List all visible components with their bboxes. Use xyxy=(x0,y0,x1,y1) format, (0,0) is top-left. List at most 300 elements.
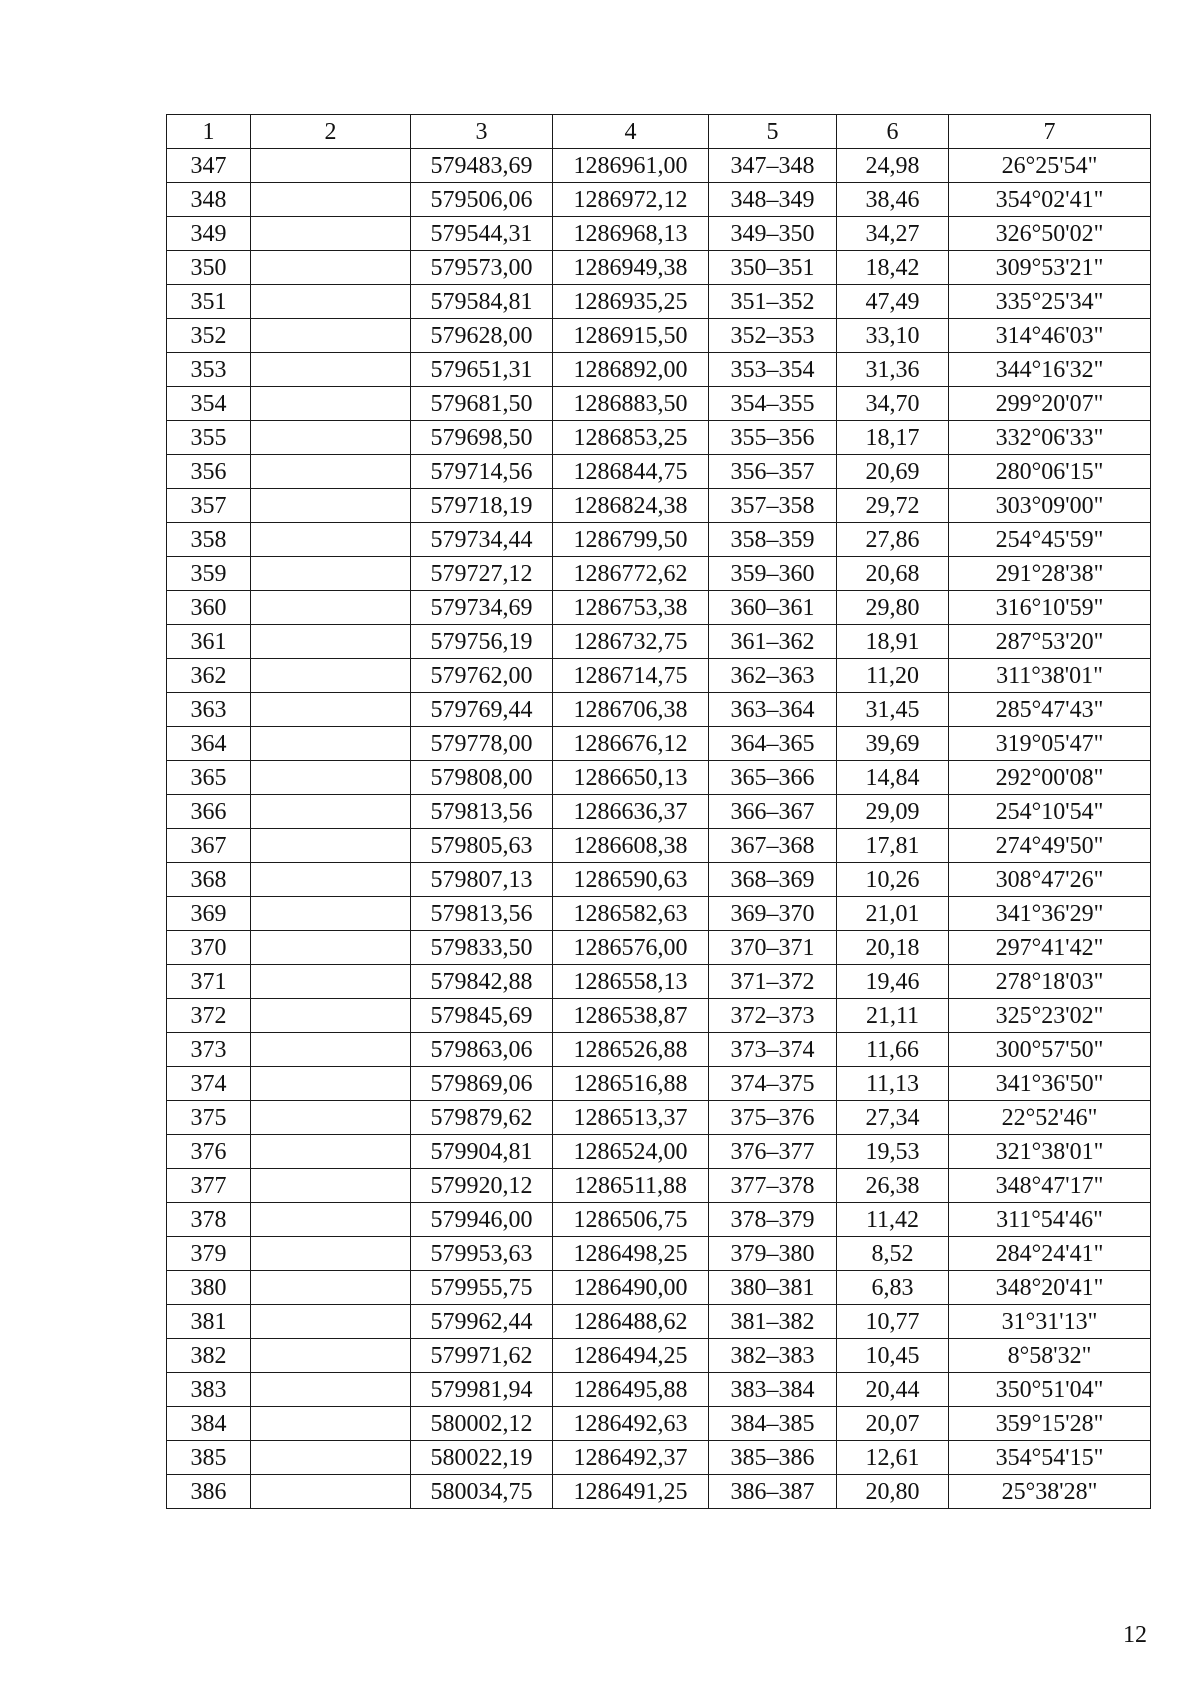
distance-cell: 31,36 xyxy=(837,353,949,387)
coord-y-cell: 1286516,88 xyxy=(553,1067,709,1101)
bearing-cell: 22°52'46" xyxy=(949,1101,1151,1135)
coord-y-cell: 1286961,00 xyxy=(553,149,709,183)
table-row xyxy=(167,863,1151,897)
bearing-cell: 287°53'20" xyxy=(949,625,1151,659)
distance-cell: 31,45 xyxy=(837,693,949,727)
distance-cell: 11,20 xyxy=(837,659,949,693)
distance-cell: 38,46 xyxy=(837,183,949,217)
distance-cell: 20,44 xyxy=(837,1373,949,1407)
table-row xyxy=(167,149,1151,183)
distance-cell: 20,80 xyxy=(837,1475,949,1509)
coord-y-cell: 1286526,88 xyxy=(553,1033,709,1067)
coord-y-cell: 1286799,50 xyxy=(553,523,709,557)
point-label-cell xyxy=(251,183,411,217)
point-number-cell: 365 xyxy=(167,761,251,795)
segment-cell: 382–383 xyxy=(709,1339,837,1373)
distance-cell: 17,81 xyxy=(837,829,949,863)
point-number-cell: 362 xyxy=(167,659,251,693)
segment-cell: 363–364 xyxy=(709,693,837,727)
coord-x-cell: 579584,81 xyxy=(411,285,553,319)
bearing-cell: 300°57'50" xyxy=(949,1033,1151,1067)
segment-cell: 353–354 xyxy=(709,353,837,387)
table-row xyxy=(167,999,1151,1033)
point-number-cell: 368 xyxy=(167,863,251,897)
distance-cell: 33,10 xyxy=(837,319,949,353)
distance-cell: 39,69 xyxy=(837,727,949,761)
coord-x-cell: 579628,00 xyxy=(411,319,553,353)
coord-x-cell: 579762,00 xyxy=(411,659,553,693)
coord-y-cell: 1286824,38 xyxy=(553,489,709,523)
distance-cell: 18,42 xyxy=(837,251,949,285)
table-row xyxy=(167,183,1151,217)
table-row xyxy=(167,1203,1151,1237)
table-row xyxy=(167,1373,1151,1407)
segment-cell: 374–375 xyxy=(709,1067,837,1101)
segment-cell: 381–382 xyxy=(709,1305,837,1339)
coord-y-cell: 1286492,37 xyxy=(553,1441,709,1475)
bearing-cell: 316°10'59" xyxy=(949,591,1151,625)
segment-cell: 378–379 xyxy=(709,1203,837,1237)
coord-y-cell: 1286972,12 xyxy=(553,183,709,217)
coord-y-cell: 1286490,00 xyxy=(553,1271,709,1305)
coord-x-cell: 579807,13 xyxy=(411,863,553,897)
coord-y-cell: 1286892,00 xyxy=(553,353,709,387)
segment-cell: 367–368 xyxy=(709,829,837,863)
point-label-cell xyxy=(251,965,411,999)
coord-y-cell: 1286915,50 xyxy=(553,319,709,353)
distance-cell: 24,98 xyxy=(837,149,949,183)
point-number-cell: 349 xyxy=(167,217,251,251)
bearing-cell: 341°36'29" xyxy=(949,897,1151,931)
coord-x-cell: 579769,44 xyxy=(411,693,553,727)
bearing-cell: 254°45'59" xyxy=(949,523,1151,557)
point-label-cell xyxy=(251,455,411,489)
point-number-cell: 353 xyxy=(167,353,251,387)
coord-x-cell: 579681,50 xyxy=(411,387,553,421)
table-row xyxy=(167,659,1151,693)
bearing-cell: 285°47'43" xyxy=(949,693,1151,727)
segment-cell: 377–378 xyxy=(709,1169,837,1203)
coord-x-cell: 579842,88 xyxy=(411,965,553,999)
distance-cell: 11,42 xyxy=(837,1203,949,1237)
coord-x-cell: 579813,56 xyxy=(411,897,553,931)
point-number-cell: 355 xyxy=(167,421,251,455)
table-row xyxy=(167,897,1151,931)
segment-cell: 386–387 xyxy=(709,1475,837,1509)
coord-y-cell: 1286494,25 xyxy=(553,1339,709,1373)
coord-y-cell: 1286935,25 xyxy=(553,285,709,319)
point-label-cell xyxy=(251,931,411,965)
bearing-cell: 25°38'28" xyxy=(949,1475,1151,1509)
point-number-cell: 379 xyxy=(167,1237,251,1271)
point-label-cell xyxy=(251,693,411,727)
bearing-cell: 278°18'03" xyxy=(949,965,1151,999)
bearing-cell: 354°54'15" xyxy=(949,1441,1151,1475)
segment-cell: 385–386 xyxy=(709,1441,837,1475)
coord-x-cell: 579698,50 xyxy=(411,421,553,455)
bearing-cell: 31°31'13" xyxy=(949,1305,1151,1339)
bearing-cell: 274°49'50" xyxy=(949,829,1151,863)
coord-y-cell: 1286498,25 xyxy=(553,1237,709,1271)
point-number-cell: 378 xyxy=(167,1203,251,1237)
table-row xyxy=(167,1033,1151,1067)
coord-x-cell: 579962,44 xyxy=(411,1305,553,1339)
bearing-cell: 311°38'01" xyxy=(949,659,1151,693)
segment-cell: 362–363 xyxy=(709,659,837,693)
point-label-cell xyxy=(251,1339,411,1373)
distance-cell: 20,69 xyxy=(837,455,949,489)
coord-x-cell: 579714,56 xyxy=(411,455,553,489)
point-label-cell xyxy=(251,591,411,625)
point-label-cell xyxy=(251,251,411,285)
segment-cell: 357–358 xyxy=(709,489,837,523)
table-row xyxy=(167,727,1151,761)
bearing-cell: 309°53'21" xyxy=(949,251,1151,285)
segment-cell: 371–372 xyxy=(709,965,837,999)
coordinates-table xyxy=(166,114,1151,1509)
bearing-cell: 326°50'02" xyxy=(949,217,1151,251)
coord-y-cell: 1286582,63 xyxy=(553,897,709,931)
coord-x-cell: 579727,12 xyxy=(411,557,553,591)
segment-cell: 361–362 xyxy=(709,625,837,659)
point-number-cell: 354 xyxy=(167,387,251,421)
bearing-cell: 254°10'54" xyxy=(949,795,1151,829)
point-number-cell: 347 xyxy=(167,149,251,183)
segment-cell: 376–377 xyxy=(709,1135,837,1169)
coord-x-cell: 579813,56 xyxy=(411,795,553,829)
coord-y-cell: 1286576,00 xyxy=(553,931,709,965)
table-row xyxy=(167,489,1151,523)
distance-cell: 26,38 xyxy=(837,1169,949,1203)
distance-cell: 10,77 xyxy=(837,1305,949,1339)
coord-x-cell: 579955,75 xyxy=(411,1271,553,1305)
point-number-cell: 348 xyxy=(167,183,251,217)
distance-cell: 29,80 xyxy=(837,591,949,625)
point-number-cell: 363 xyxy=(167,693,251,727)
coord-y-cell: 1286608,38 xyxy=(553,829,709,863)
point-label-cell xyxy=(251,1237,411,1271)
coord-x-cell: 579808,00 xyxy=(411,761,553,795)
point-number-cell: 372 xyxy=(167,999,251,1033)
distance-cell: 10,45 xyxy=(837,1339,949,1373)
segment-cell: 350–351 xyxy=(709,251,837,285)
page-number: 12 xyxy=(1123,1622,1147,1648)
table-row xyxy=(167,693,1151,727)
coord-y-cell: 1286511,88 xyxy=(553,1169,709,1203)
point-number-cell: 350 xyxy=(167,251,251,285)
distance-cell: 21,01 xyxy=(837,897,949,931)
table-row xyxy=(167,1339,1151,1373)
table-row xyxy=(167,251,1151,285)
bearing-cell: 297°41'42" xyxy=(949,931,1151,965)
coord-x-cell: 579904,81 xyxy=(411,1135,553,1169)
segment-cell: 348–349 xyxy=(709,183,837,217)
point-label-cell xyxy=(251,659,411,693)
table-row xyxy=(167,625,1151,659)
coord-y-cell: 1286949,38 xyxy=(553,251,709,285)
point-number-cell: 382 xyxy=(167,1339,251,1373)
table-row xyxy=(167,523,1151,557)
table-row xyxy=(167,1101,1151,1135)
point-number-cell: 375 xyxy=(167,1101,251,1135)
distance-cell: 34,70 xyxy=(837,387,949,421)
distance-cell: 19,46 xyxy=(837,965,949,999)
coord-x-cell: 579651,31 xyxy=(411,353,553,387)
table-row xyxy=(167,421,1151,455)
coord-y-cell: 1286524,00 xyxy=(553,1135,709,1169)
bearing-cell: 292°00'08" xyxy=(949,761,1151,795)
table-row xyxy=(167,1407,1151,1441)
bearing-cell: 348°47'17" xyxy=(949,1169,1151,1203)
coord-x-cell: 580002,12 xyxy=(411,1407,553,1441)
coord-x-cell: 579971,62 xyxy=(411,1339,553,1373)
distance-cell: 29,72 xyxy=(837,489,949,523)
coord-x-cell: 579920,12 xyxy=(411,1169,553,1203)
bearing-cell: 319°05'47" xyxy=(949,727,1151,761)
segment-cell: 352–353 xyxy=(709,319,837,353)
point-number-cell: 359 xyxy=(167,557,251,591)
table-row xyxy=(167,1305,1151,1339)
point-number-cell: 367 xyxy=(167,829,251,863)
segment-cell: 369–370 xyxy=(709,897,837,931)
point-number-cell: 371 xyxy=(167,965,251,999)
table-row xyxy=(167,319,1151,353)
coord-x-cell: 579756,19 xyxy=(411,625,553,659)
point-label-cell xyxy=(251,489,411,523)
segment-cell: 375–376 xyxy=(709,1101,837,1135)
distance-cell: 8,52 xyxy=(837,1237,949,1271)
coord-x-cell: 579946,00 xyxy=(411,1203,553,1237)
column-header: 2 xyxy=(251,115,411,149)
table-row xyxy=(167,557,1151,591)
point-label-cell xyxy=(251,1101,411,1135)
segment-cell: 355–356 xyxy=(709,421,837,455)
point-number-cell: 369 xyxy=(167,897,251,931)
point-label-cell xyxy=(251,319,411,353)
point-number-cell: 386 xyxy=(167,1475,251,1509)
bearing-cell: 325°23'02" xyxy=(949,999,1151,1033)
bearing-cell: 311°54'46" xyxy=(949,1203,1151,1237)
point-label-cell xyxy=(251,761,411,795)
point-number-cell: 370 xyxy=(167,931,251,965)
coord-y-cell: 1286853,25 xyxy=(553,421,709,455)
coord-y-cell: 1286590,63 xyxy=(553,863,709,897)
point-label-cell xyxy=(251,523,411,557)
distance-cell: 6,83 xyxy=(837,1271,949,1305)
distance-cell: 18,17 xyxy=(837,421,949,455)
segment-cell: 372–373 xyxy=(709,999,837,1033)
segment-cell: 365–366 xyxy=(709,761,837,795)
point-number-cell: 384 xyxy=(167,1407,251,1441)
distance-cell: 27,34 xyxy=(837,1101,949,1135)
table-header-row xyxy=(167,115,1151,149)
coord-y-cell: 1286676,12 xyxy=(553,727,709,761)
coord-x-cell: 579879,62 xyxy=(411,1101,553,1135)
point-number-cell: 357 xyxy=(167,489,251,523)
segment-cell: 360–361 xyxy=(709,591,837,625)
table-row xyxy=(167,761,1151,795)
point-label-cell xyxy=(251,897,411,931)
coord-y-cell: 1286636,37 xyxy=(553,795,709,829)
coord-y-cell: 1286495,88 xyxy=(553,1373,709,1407)
bearing-cell: 341°36'50" xyxy=(949,1067,1151,1101)
segment-cell: 368–369 xyxy=(709,863,837,897)
point-number-cell: 374 xyxy=(167,1067,251,1101)
table-row xyxy=(167,455,1151,489)
segment-cell: 384–385 xyxy=(709,1407,837,1441)
point-label-cell xyxy=(251,1169,411,1203)
segment-cell: 354–355 xyxy=(709,387,837,421)
coord-x-cell: 579778,00 xyxy=(411,727,553,761)
point-number-cell: 352 xyxy=(167,319,251,353)
bearing-cell: 303°09'00" xyxy=(949,489,1151,523)
table-body xyxy=(167,149,1151,1509)
distance-cell: 11,66 xyxy=(837,1033,949,1067)
coord-x-cell: 579544,31 xyxy=(411,217,553,251)
segment-cell: 347–348 xyxy=(709,149,837,183)
point-label-cell xyxy=(251,353,411,387)
bearing-cell: 335°25'34" xyxy=(949,285,1151,319)
coord-y-cell: 1286753,38 xyxy=(553,591,709,625)
point-label-cell xyxy=(251,1135,411,1169)
coord-y-cell: 1286706,38 xyxy=(553,693,709,727)
segment-cell: 383–384 xyxy=(709,1373,837,1407)
bearing-cell: 284°24'41" xyxy=(949,1237,1151,1271)
table-row xyxy=(167,1067,1151,1101)
column-header: 5 xyxy=(709,115,837,149)
table-row xyxy=(167,1441,1151,1475)
point-label-cell xyxy=(251,1441,411,1475)
point-number-cell: 385 xyxy=(167,1441,251,1475)
bearing-cell: 291°28'38" xyxy=(949,557,1151,591)
column-header: 6 xyxy=(837,115,949,149)
point-label-cell xyxy=(251,863,411,897)
point-label-cell xyxy=(251,1203,411,1237)
bearing-cell: 332°06'33" xyxy=(949,421,1151,455)
distance-cell: 20,18 xyxy=(837,931,949,965)
table-row xyxy=(167,217,1151,251)
coord-y-cell: 1286732,75 xyxy=(553,625,709,659)
point-number-cell: 358 xyxy=(167,523,251,557)
point-number-cell: 356 xyxy=(167,455,251,489)
table-row xyxy=(167,965,1151,999)
bearing-cell: 354°02'41" xyxy=(949,183,1151,217)
table-row xyxy=(167,1271,1151,1305)
table-row xyxy=(167,387,1151,421)
coord-y-cell: 1286968,13 xyxy=(553,217,709,251)
distance-cell: 20,07 xyxy=(837,1407,949,1441)
distance-cell: 29,09 xyxy=(837,795,949,829)
coord-y-cell: 1286513,37 xyxy=(553,1101,709,1135)
point-label-cell xyxy=(251,285,411,319)
coord-x-cell: 579573,00 xyxy=(411,251,553,285)
point-label-cell xyxy=(251,1033,411,1067)
bearing-cell: 308°47'26" xyxy=(949,863,1151,897)
table-row xyxy=(167,1237,1151,1271)
segment-cell: 359–360 xyxy=(709,557,837,591)
segment-cell: 351–352 xyxy=(709,285,837,319)
table-row xyxy=(167,1475,1151,1509)
coord-y-cell: 1286506,75 xyxy=(553,1203,709,1237)
point-number-cell: 376 xyxy=(167,1135,251,1169)
segment-cell: 364–365 xyxy=(709,727,837,761)
coord-y-cell: 1286714,75 xyxy=(553,659,709,693)
bearing-cell: 359°15'28" xyxy=(949,1407,1151,1441)
coord-x-cell: 579718,19 xyxy=(411,489,553,523)
distance-cell: 19,53 xyxy=(837,1135,949,1169)
distance-cell: 27,86 xyxy=(837,523,949,557)
point-label-cell xyxy=(251,1305,411,1339)
bearing-cell: 299°20'07" xyxy=(949,387,1151,421)
point-label-cell xyxy=(251,1407,411,1441)
coord-y-cell: 1286538,87 xyxy=(553,999,709,1033)
coord-x-cell: 579734,44 xyxy=(411,523,553,557)
coord-x-cell: 579863,06 xyxy=(411,1033,553,1067)
table-row xyxy=(167,1135,1151,1169)
table-row xyxy=(167,795,1151,829)
distance-cell: 11,13 xyxy=(837,1067,949,1101)
point-number-cell: 360 xyxy=(167,591,251,625)
point-number-cell: 366 xyxy=(167,795,251,829)
table-row xyxy=(167,353,1151,387)
segment-cell: 366–367 xyxy=(709,795,837,829)
point-label-cell xyxy=(251,795,411,829)
bearing-cell: 314°46'03" xyxy=(949,319,1151,353)
bearing-cell: 348°20'41" xyxy=(949,1271,1151,1305)
point-number-cell: 381 xyxy=(167,1305,251,1339)
distance-cell: 12,61 xyxy=(837,1441,949,1475)
point-number-cell: 383 xyxy=(167,1373,251,1407)
point-number-cell: 377 xyxy=(167,1169,251,1203)
table-row xyxy=(167,285,1151,319)
bearing-cell: 321°38'01" xyxy=(949,1135,1151,1169)
segment-cell: 380–381 xyxy=(709,1271,837,1305)
distance-cell: 20,68 xyxy=(837,557,949,591)
point-label-cell xyxy=(251,387,411,421)
distance-cell: 14,84 xyxy=(837,761,949,795)
coord-x-cell: 579734,69 xyxy=(411,591,553,625)
coord-x-cell: 580022,19 xyxy=(411,1441,553,1475)
point-label-cell xyxy=(251,727,411,761)
point-label-cell xyxy=(251,1475,411,1509)
coord-y-cell: 1286491,25 xyxy=(553,1475,709,1509)
column-header: 4 xyxy=(553,115,709,149)
point-number-cell: 380 xyxy=(167,1271,251,1305)
point-number-cell: 351 xyxy=(167,285,251,319)
coord-y-cell: 1286883,50 xyxy=(553,387,709,421)
coord-x-cell: 579483,69 xyxy=(411,149,553,183)
point-label-cell xyxy=(251,217,411,251)
segment-cell: 370–371 xyxy=(709,931,837,965)
coord-y-cell: 1286488,62 xyxy=(553,1305,709,1339)
distance-cell: 10,26 xyxy=(837,863,949,897)
segment-cell: 358–359 xyxy=(709,523,837,557)
bearing-cell: 280°06'15" xyxy=(949,455,1151,489)
coord-y-cell: 1286772,62 xyxy=(553,557,709,591)
table-row xyxy=(167,1169,1151,1203)
point-number-cell: 364 xyxy=(167,727,251,761)
bearing-cell: 26°25'54" xyxy=(949,149,1151,183)
coord-x-cell: 579981,94 xyxy=(411,1373,553,1407)
segment-cell: 356–357 xyxy=(709,455,837,489)
point-label-cell xyxy=(251,999,411,1033)
point-number-cell: 361 xyxy=(167,625,251,659)
coord-x-cell: 579805,63 xyxy=(411,829,553,863)
coord-x-cell: 579506,06 xyxy=(411,183,553,217)
coord-x-cell: 580034,75 xyxy=(411,1475,553,1509)
point-label-cell xyxy=(251,625,411,659)
segment-cell: 373–374 xyxy=(709,1033,837,1067)
